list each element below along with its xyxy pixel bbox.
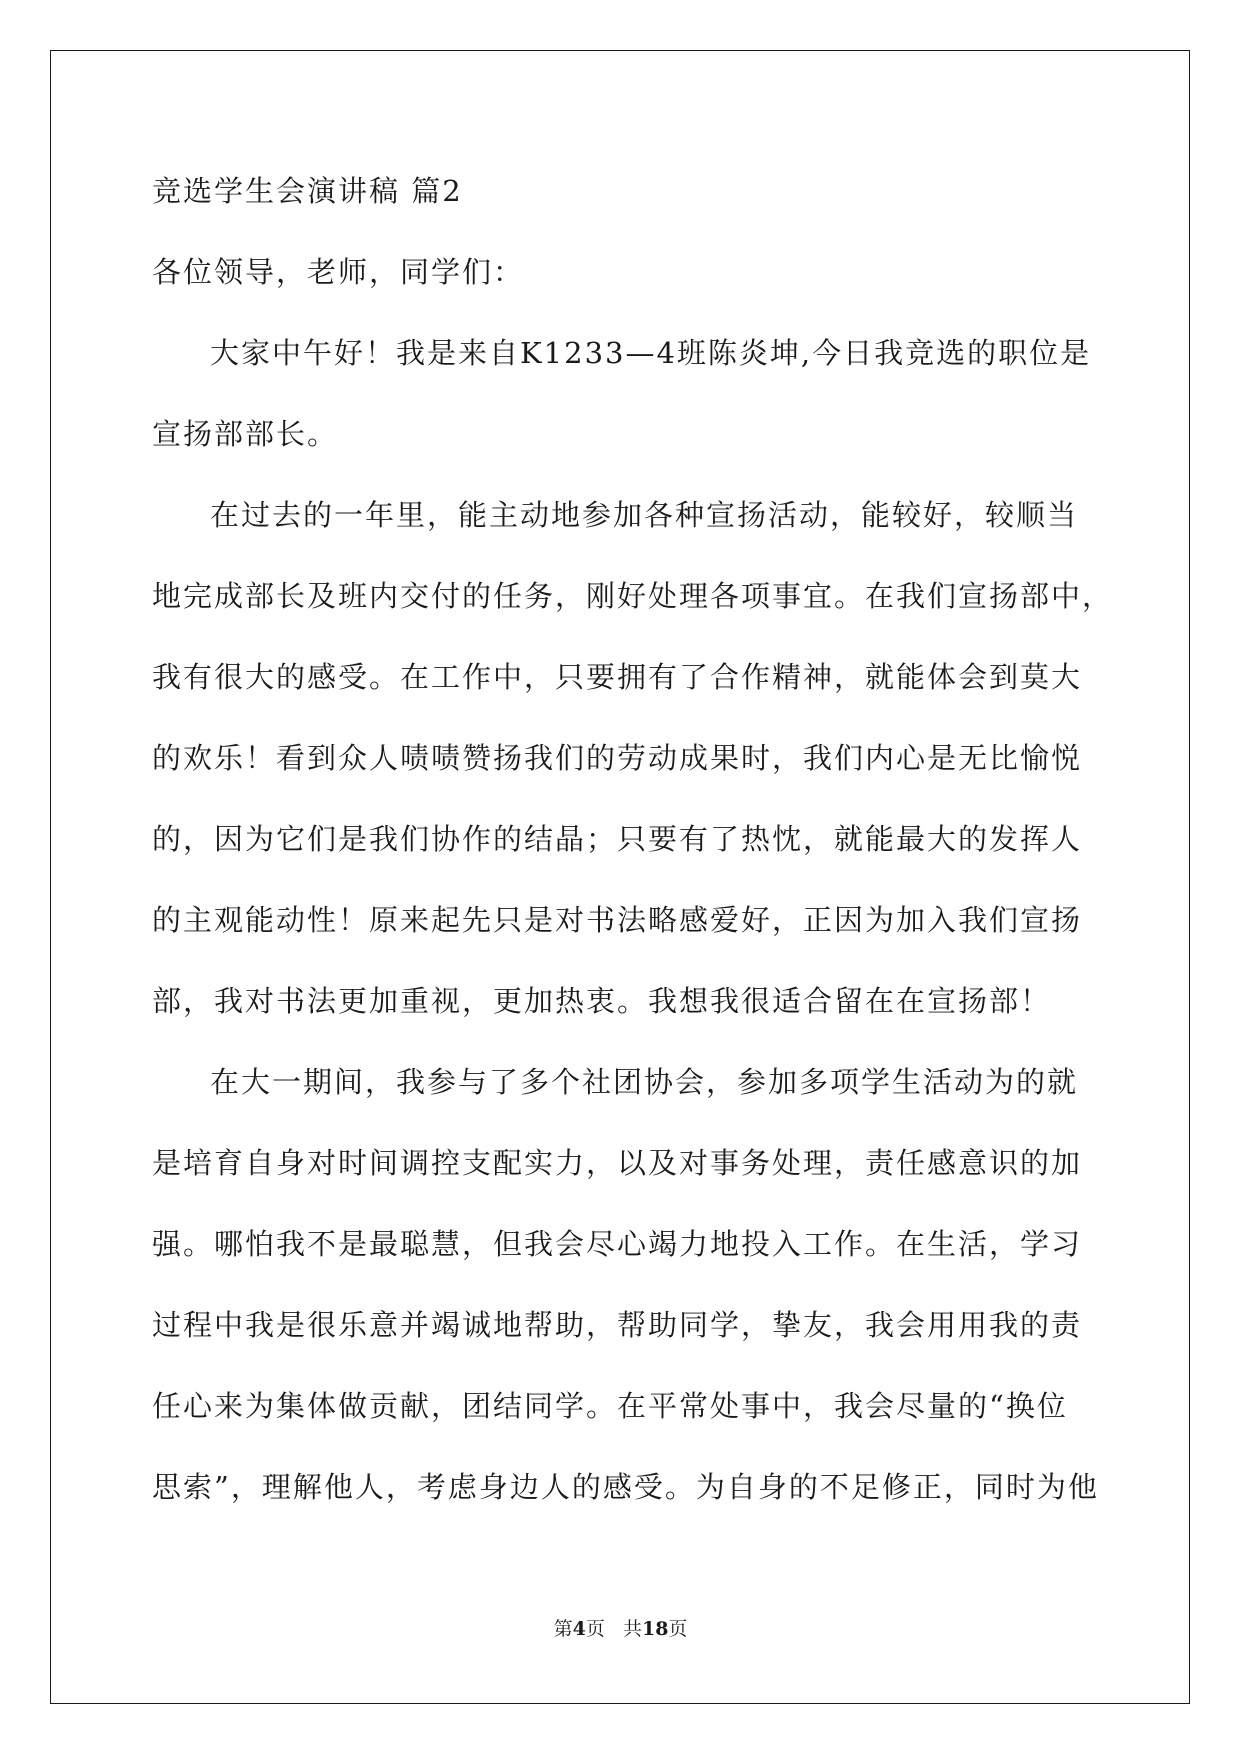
current-page-number: 4	[572, 1618, 586, 1640]
footer-total-suffix: 页	[668, 1618, 688, 1640]
paragraph-line: 在过去的一年里，能主动地参加各种宣扬活动，能较好，较顺当	[210, 498, 1079, 532]
paragraph-line: 的，因为它们是我们协作的结晶；只要有了热忱，就能最大的发挥人	[152, 822, 1083, 856]
paragraph-line: 思索”，理解他人，考虑身边人的感受。为自身的不足修正，同时为他	[152, 1470, 1099, 1504]
page-footer	[0, 1614, 1241, 1641]
paragraph-line: 过程中我是很乐意并竭诚地帮助，帮助同学，挚友，我会用用我的责	[152, 1308, 1083, 1342]
total-pages-number: 18	[641, 1618, 669, 1640]
paragraph-line: 强。哪怕我不是最聪慧，但我会尽心竭力地投入工作。在生活，学习	[152, 1227, 1083, 1261]
paragraph-line: 大家中午好！我是来自K1233—4班陈炎坤,今日我竞选的职位是	[210, 336, 1092, 370]
paragraph-line: 地完成部长及班内交付的任务，刚好处理各项事宜。在我们宣扬部中，	[152, 579, 1114, 613]
salutation: 各位领导，老师，同学们：	[152, 255, 525, 289]
footer-prefix: 第	[553, 1618, 573, 1640]
paragraph-line: 在大一期间，我参与了多个社团协会，参加多项学生活动为的就	[210, 1065, 1079, 1099]
paragraph-line: 的欢乐！看到众人啧啧赞扬我们的劳动成果时，我们内心是无比愉悦	[152, 741, 1083, 775]
document-title: 竞选学生会演讲稿 篇2	[152, 174, 463, 208]
footer-total-prefix: 共	[622, 1618, 642, 1640]
footer-page-suffix: 页	[585, 1618, 605, 1640]
paragraph-line: 部，我对书法更加重视，更加热衷。我想我很适合留在在宣扬部！	[152, 984, 1052, 1018]
paragraph-line: 是培育自身对时间调控支配实力，以及对事务处理，责任感意识的加	[152, 1146, 1083, 1180]
paragraph-line: 宣扬部部长。	[152, 417, 339, 451]
paragraph-line: 任心来为集体做贡献，团结同学。在平常处事中，我会尽量的“换位	[152, 1389, 1068, 1423]
paragraph-line: 我有很大的感受。在工作中，只要拥有了合作精神，就能体会到莫大	[152, 660, 1083, 694]
paragraph-line: 的主观能动性！原来起先只是对书法略感爱好，正因为加入我们宣扬	[152, 903, 1083, 937]
document-body	[152, 162, 1114, 1539]
